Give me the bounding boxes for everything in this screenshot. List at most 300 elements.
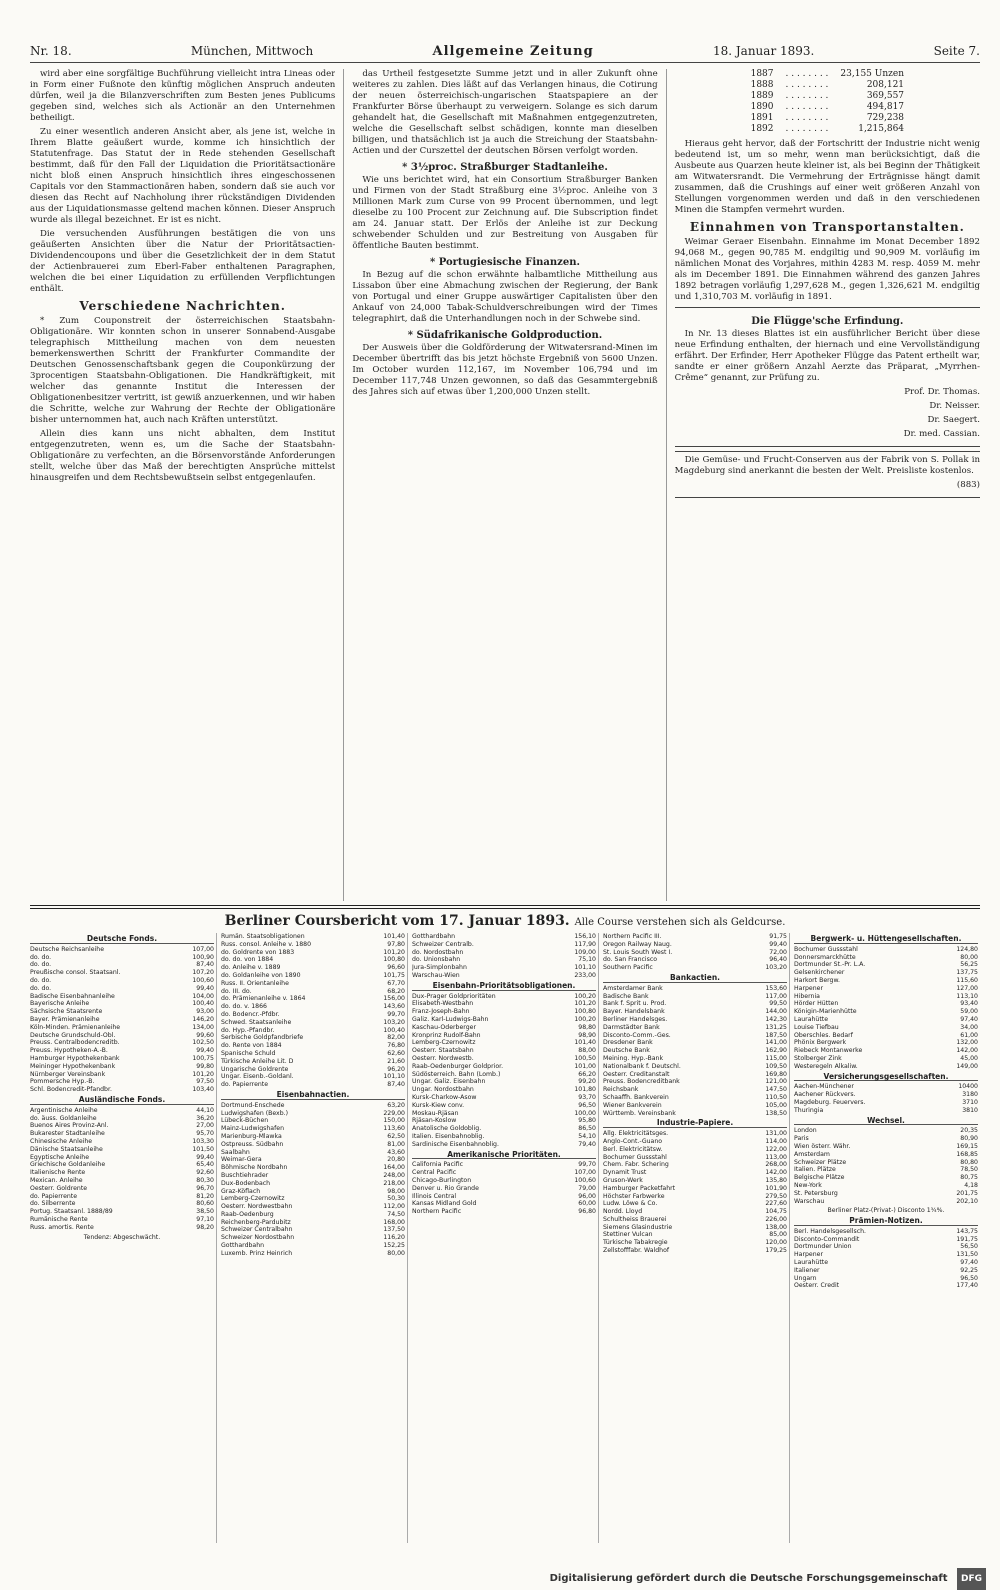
security-name: Schwed. Staatsanleihe: [221, 1018, 292, 1026]
issue-number: Nr. 18.: [30, 44, 72, 58]
bourse-column-1: [30, 933, 217, 1543]
security-name: Laurahütte: [794, 1259, 828, 1267]
quote-row: [30, 1169, 214, 1177]
quote-value: 99,40: [196, 1153, 214, 1161]
security-name: do. Hyp.-Pfandbr.: [221, 1026, 275, 1034]
security-name: Kursk-Charkow-Asow: [412, 1093, 477, 1101]
quote-value: 44,10: [196, 1106, 214, 1114]
quote-row: [794, 1127, 978, 1135]
quote-value: 112,00: [383, 1203, 405, 1211]
gold-production-table: [745, 69, 910, 135]
quote-value: 103,20: [383, 1018, 405, 1026]
security-name: Schweizer Centralb.: [412, 940, 474, 948]
column-2: [343, 69, 657, 901]
quote-row: [412, 1047, 596, 1055]
quote-value: 82,00: [387, 1034, 405, 1042]
quote-row: [794, 1267, 978, 1275]
security-name: Oesterr. Nordwestbahn: [221, 1203, 293, 1211]
security-name: Kronprinz Rudolf-Bahn: [412, 1031, 481, 1039]
security-name: Rjäsan-Koslow: [412, 1117, 457, 1125]
quote-row: [221, 1156, 405, 1164]
table-heading: Bergwerk- u. Hüttengesellschaften.: [794, 935, 978, 944]
security-name: Warschau: [794, 1197, 825, 1205]
quote-row: [221, 949, 405, 957]
security-name: Italienische Rente: [30, 1169, 86, 1177]
security-name: Ludw. Löwe & Co.: [603, 1200, 658, 1208]
quote-row: [603, 1154, 787, 1162]
quote-row: [794, 1282, 978, 1290]
quote-row: [221, 1125, 405, 1133]
quote-row: [30, 1107, 214, 1115]
newspaper-title: Allgemeine Zeitung: [432, 44, 594, 59]
security-name: Lübeck-Büchen: [221, 1117, 269, 1125]
security-name: Bochumer Gussstahl: [603, 1153, 667, 1161]
quote-row: [221, 988, 405, 996]
bourse-column-2: [221, 933, 408, 1543]
bourse-table: [30, 933, 980, 1543]
quote-row: [412, 1016, 596, 1024]
quote-row: [603, 1086, 787, 1094]
quote-value: 97,10: [196, 1215, 214, 1223]
quote-row: [603, 1016, 787, 1024]
quote-value: 80,30: [196, 1176, 214, 1184]
quote-row: [794, 1055, 978, 1063]
security-name: Marienburg-Mlawka: [221, 1132, 282, 1140]
security-name: Anatolische Goldoblig.: [412, 1125, 482, 1133]
security-name: Chem. Fabr. Schering: [603, 1161, 669, 1169]
quote-row: [412, 1200, 596, 1208]
quote-value: 100,40: [383, 1026, 405, 1034]
quote-value: 54,10: [578, 1132, 596, 1140]
security-name: Deutsche Bank: [603, 1047, 650, 1055]
quote-row: [412, 1169, 596, 1177]
quote-value: 201,75: [956, 1189, 978, 1197]
quote-value: 99,60: [196, 1031, 214, 1039]
security-name: Oesterr. Goldrente: [30, 1184, 88, 1192]
page-number: Seite 7.: [933, 44, 980, 58]
security-name: do. Bodencr.-Pfdbr.: [221, 1010, 280, 1018]
quote-row: [794, 1159, 978, 1167]
security-name: Saalbahn: [221, 1148, 250, 1156]
quote-value: 3810: [962, 1106, 978, 1114]
quote-value: 79,40: [578, 1140, 596, 1148]
security-name: Deutsche Reichsanleihe: [30, 945, 105, 953]
quote-value: 124,80: [956, 945, 978, 953]
quote-value: 74,50: [387, 1210, 405, 1218]
security-name: Riebeck Montanwerke: [794, 1047, 863, 1055]
place-day: München, Mittwoch: [190, 44, 314, 58]
security-name: Moskau-Rjäsan: [412, 1109, 459, 1117]
security-name: Bank f. Sprit u. Prod.: [603, 1000, 667, 1008]
quote-row: [603, 964, 787, 972]
quote-row: [603, 1130, 787, 1138]
table-row: [745, 124, 910, 135]
quote-list: [221, 1102, 405, 1258]
quote-value: 99,40: [196, 1047, 214, 1055]
value-cell: 369,557: [866, 91, 905, 101]
bourse-name: Berliner Coursbericht: [224, 913, 398, 929]
security-name: Elisabeth-Westbahn: [412, 1000, 474, 1008]
security-name: Schweizer Centralbahn: [221, 1226, 293, 1234]
quote-row: [221, 995, 405, 1003]
quote-value: 152,25: [383, 1242, 405, 1250]
security-name: Dresdener Bank: [603, 1039, 653, 1047]
quote-value: 81,20: [196, 1192, 214, 1200]
year-cell: 1889: [750, 91, 774, 101]
section-heading: Verschiedene Nachrichten.: [79, 299, 286, 313]
quote-value: 62,50: [387, 1132, 405, 1140]
quote-value: 120,00: [765, 1239, 787, 1247]
leader-dots: . . . . . . . .: [785, 80, 829, 90]
quote-row: [221, 1234, 405, 1242]
bourse-title: [30, 913, 980, 929]
quote-row: [412, 1161, 596, 1169]
quote-row: [603, 1208, 787, 1216]
quote-row: [412, 1063, 596, 1071]
quote-row: [412, 1008, 596, 1016]
quote-value: 102,50: [192, 1039, 214, 1047]
quote-row: [412, 1208, 596, 1216]
security-name: Louise Tiefbau: [794, 1023, 839, 1031]
quote-row: [603, 1200, 787, 1208]
paragraph: Weimar Geraer Eisenbahn. Einnahme im Monat December 1892 94,068 M., gegen 90,785 M. endgiltig und 90,909 M. vorläufig im nämlichen Monat des Vorjahres, mithin 4283 M. resp. 4059 M. mehr als im December 1891. Die Einnahmen während des ganzen Jahres 1892 betragen vorläufig 1,297,628 M., gegen 1,326,621 M. endgiltig und 1,310,703 M. vorläufig in 1891.: [674, 237, 980, 302]
table-row: [745, 91, 910, 102]
quote-value: 98,00: [387, 1187, 405, 1195]
quote-value: 227,60: [765, 1200, 787, 1208]
security-name: Reichenberg-Pardubitz: [221, 1218, 291, 1226]
quote-value: 103,30: [192, 1137, 214, 1145]
quote-value: 87,40: [196, 961, 214, 969]
security-name: Harkort Bergw.: [794, 976, 840, 984]
quote-list: [603, 933, 787, 972]
quote-value: 59,00: [960, 1008, 978, 1016]
quote-row: [794, 1000, 978, 1008]
table-heading: Versicherungsgesellschaften.: [794, 1073, 978, 1082]
quote-row: [412, 1141, 596, 1149]
quote-value: 20,35: [960, 1127, 978, 1135]
security-name: Raab-Oedenburg: [221, 1210, 274, 1218]
security-name: Disconto-Comm.-Ges.: [603, 1031, 671, 1039]
quote-value: 101,10: [574, 964, 596, 972]
quote-row: [794, 1275, 978, 1283]
table-heading: Amerikanische Prioritäten.: [412, 1151, 596, 1160]
quote-row: [412, 941, 596, 949]
quote-row: [603, 1032, 787, 1040]
quote-value: 100,00: [574, 1109, 596, 1117]
security-name: Oesterr. Nordwestb.: [412, 1054, 474, 1062]
quote-value: 96,20: [387, 1065, 405, 1073]
security-name: Oregon Railway Naug.: [603, 940, 672, 948]
quote-value: 67,70: [387, 979, 405, 987]
security-name: Hörder Hütten: [794, 1000, 839, 1008]
quote-row: [221, 1019, 405, 1027]
quote-value: 226,00: [765, 1215, 787, 1223]
quote-row: [30, 1224, 214, 1232]
quote-row: [221, 1050, 405, 1058]
quote-value: 132,00: [956, 1039, 978, 1047]
quote-row: [412, 1000, 596, 1008]
security-name: Hibernia: [794, 992, 820, 1000]
quote-row: [794, 1259, 978, 1267]
quote-row: [30, 1024, 214, 1032]
quote-value: 115,60: [956, 976, 978, 984]
security-name: do. Goldrente von 1883: [221, 948, 295, 956]
table-row: [745, 113, 910, 124]
security-name: St. Petersburg: [794, 1189, 838, 1197]
subheading: * Südafrikanische Goldproduction.: [407, 330, 603, 341]
quote-row: [221, 941, 405, 949]
quote-row: [221, 1242, 405, 1250]
quote-list: [30, 946, 214, 1094]
security-name: Paris: [794, 1135, 809, 1143]
quote-row: [30, 1055, 214, 1063]
security-name: Weimar-Gera: [221, 1156, 262, 1164]
security-name: Galiz. Karl-Ludwigs-Bahn: [412, 1015, 489, 1023]
quote-value: 100,90: [192, 953, 214, 961]
quote-row: [603, 1193, 787, 1201]
quote-value: 60,00: [578, 1200, 596, 1208]
quote-row: [794, 1151, 978, 1159]
quote-row: [794, 1251, 978, 1259]
security-name: Argentinische Anleihe: [30, 1106, 98, 1114]
security-name: Chinesische Anleihe: [30, 1137, 93, 1145]
quote-value: 45,00: [960, 1054, 978, 1062]
security-name: Schweizer Plätze: [794, 1158, 847, 1166]
quote-row: [794, 961, 978, 969]
quote-row: [412, 1094, 596, 1102]
quote-row: [603, 1231, 787, 1239]
table-heading: Bankactien.: [603, 974, 787, 983]
quote-row: [412, 1078, 596, 1086]
security-name: Wiener Bankverein: [603, 1101, 662, 1109]
quote-row: [794, 1174, 978, 1182]
ad-number: (883): [956, 480, 980, 490]
article-columns: [30, 69, 980, 901]
security-name: Reichsbank: [603, 1086, 639, 1094]
quote-row: [221, 1027, 405, 1035]
security-name: Preuss. Centralbodencreditb.: [30, 1039, 120, 1047]
quote-row: [221, 964, 405, 972]
quote-value: 100,50: [574, 1054, 596, 1062]
ad-text: Die Gemüse- und Frucht-Conserven aus der Fabrik von S. Pollak in Magdeburg sind anerkannt die besten der Welt. Preisliste kostenlos.: [674, 455, 980, 476]
security-name: Illinois Central: [412, 1192, 457, 1200]
security-name: Buschtiehrader: [221, 1171, 269, 1179]
quote-value: 131,25: [765, 1023, 787, 1031]
quote-value: 146,20: [192, 1015, 214, 1023]
quote-list: [412, 993, 596, 1149]
quote-row: [794, 1190, 978, 1198]
quote-value: 187,50: [765, 1031, 787, 1039]
security-name: Südösterreich. Bahn (Lomb.): [412, 1070, 501, 1078]
quote-value: 92,25: [960, 1266, 978, 1274]
year-cell: 1890: [750, 102, 774, 112]
security-name: Bayerische Anleihe: [30, 1000, 90, 1008]
quote-row: [221, 1133, 405, 1141]
quote-row: [221, 1110, 405, 1118]
paragraph: Hieraus geht hervor, daß der Fortschritt der Industrie nicht wenig bedeutend ist, um so mehr, wenn man berücksichtigt, daß die Ausbeute aus Quarzen heute kleiner ist, als bei Beginn der Thätigkeit am Witwatersrandt. Die Vermehrung der Erträgnisse hängt damit zusammen, daß die Crushings auf einer weit größeren Anzahl von Stellungen vorgenommen werden und daß in den verschiedenen Minen die Stampfen vermehrt wurden.: [674, 139, 980, 215]
quote-value: 105,00: [765, 1101, 787, 1109]
quote-row: [221, 956, 405, 964]
quote-row: [30, 1216, 214, 1224]
quote-list: [794, 1083, 978, 1114]
quote-value: 21,60: [387, 1057, 405, 1065]
quote-value: 20,80: [387, 1156, 405, 1164]
quote-value: 138,50: [765, 1109, 787, 1117]
security-name: do. do.: [30, 961, 52, 969]
quote-value: 101,10: [383, 1073, 405, 1081]
table-heading: Ausländische Fonds.: [30, 1096, 214, 1105]
security-name: St. Louis South West I.: [603, 948, 673, 956]
security-name: Dortmund-Enschede: [221, 1101, 285, 1109]
quote-value: 3710: [962, 1098, 978, 1106]
quote-row: [603, 1169, 787, 1177]
security-name: Badische Bank: [603, 992, 649, 1000]
quote-value: 138,00: [765, 1223, 787, 1231]
security-name: Kursk-Kiew conv.: [412, 1101, 465, 1109]
security-name: Oesterr. Credit: [794, 1282, 840, 1290]
advertisement: [675, 307, 980, 447]
quote-value: 27,00: [196, 1122, 214, 1130]
quote-value: 101,40: [574, 1039, 596, 1047]
quote-value: 99,40: [769, 940, 787, 948]
quote-value: 268,00: [765, 1161, 787, 1169]
security-name: Sardinische Eisenbahnoblig.: [412, 1140, 499, 1148]
security-name: Denver u. Rio Grande: [412, 1184, 479, 1192]
quote-row: [794, 1047, 978, 1055]
quote-row: [603, 1094, 787, 1102]
security-name: Disconto-Commandit: [794, 1235, 860, 1243]
quote-row: [30, 1078, 214, 1086]
quote-row: [412, 956, 596, 964]
quote-row: [412, 933, 596, 941]
table-heading: Industrie-Papiere.: [603, 1119, 787, 1128]
quote-value: 143,75: [956, 1227, 978, 1235]
quote-row: [794, 1091, 978, 1099]
security-name: Magdeburg. Feuervers.: [794, 1098, 866, 1106]
security-name: Russ. amortis. Rente: [30, 1223, 94, 1231]
quote-value: 100,20: [574, 992, 596, 1000]
quote-row: [794, 977, 978, 985]
issue-date: 18. Januar 1893.: [712, 44, 815, 58]
security-name: Spanische Schuld: [221, 1049, 276, 1057]
quote-value: 100,60: [574, 1176, 596, 1184]
security-name: Köln-Minden. Prämienanleihe: [30, 1023, 121, 1031]
table-heading: Prämien-Notizen.: [794, 1217, 978, 1226]
security-name: do. Prämienanleihe v. 1864: [221, 995, 306, 1003]
quote-value: 164,00: [383, 1164, 405, 1172]
quote-value: 168,00: [383, 1218, 405, 1226]
quote-value: 107,20: [192, 969, 214, 977]
security-name: Bayer. Handelsbank: [603, 1008, 665, 1016]
quote-row: [221, 1149, 405, 1157]
quote-list: [794, 946, 978, 1071]
security-name: do. Silberrente: [30, 1200, 76, 1208]
year-cell: 1891: [750, 113, 774, 123]
value-cell: 23,155 Unzen: [840, 69, 905, 79]
quote-value: 93,00: [196, 1008, 214, 1016]
quote-row: [603, 1102, 787, 1110]
quote-value: 99,50: [769, 1000, 787, 1008]
quote-value: 169,15: [956, 1142, 978, 1150]
quote-row: [794, 1143, 978, 1151]
security-name: do. Papierrente: [30, 1192, 78, 1200]
quote-value: 100,80: [574, 1008, 596, 1016]
quote-value: 131,50: [956, 1251, 978, 1259]
quote-value: 117,00: [765, 992, 787, 1000]
security-name: Buenos Aires Provinz-Anl.: [30, 1122, 109, 1130]
security-name: Schweizer Nordostbahn: [221, 1234, 295, 1242]
security-name: do. III. do.: [221, 987, 252, 995]
security-name: Preuss. Hypotheken-A.-B.: [30, 1047, 108, 1055]
leader-dots: . . . . . . . .: [785, 69, 829, 79]
table-heading: Eisenbahn-Prioritätsobligationen.: [412, 982, 596, 991]
quote-value: 104,75: [765, 1208, 787, 1216]
quote-list: [412, 1161, 596, 1216]
quote-row: [221, 980, 405, 988]
quote-row: [221, 1164, 405, 1172]
discount-note: Berliner Platz-(Privat-) Disconto 1¾%.: [827, 1207, 945, 1215]
quote-row: [221, 1081, 405, 1089]
security-name: Schultheiss Brauerei: [603, 1215, 667, 1223]
security-name: Dortmunder Union: [794, 1243, 852, 1251]
quote-value: 98,90: [578, 1031, 596, 1039]
quote-row: [794, 1099, 978, 1107]
security-name: Italien. Plätze: [794, 1166, 836, 1174]
quote-value: 78,50: [960, 1166, 978, 1174]
quote-row: [30, 1154, 214, 1162]
security-name: Zellstofffabr. Waldhof: [603, 1247, 670, 1255]
quote-row: [412, 1055, 596, 1063]
quote-value: 81,00: [387, 1140, 405, 1148]
security-name: Griechische Goldanleihe: [30, 1161, 106, 1169]
security-name: Ungarische Goldrente: [221, 1065, 289, 1073]
security-name: Bochumer Gussstahl: [794, 945, 858, 953]
quote-row: [221, 1226, 405, 1234]
quote-row: [221, 1188, 405, 1196]
security-name: Nationalbank f. Deutschl.: [603, 1062, 681, 1070]
security-name: Berl. Handelsgesellsch.: [794, 1227, 867, 1235]
quote-value: 92,60: [196, 1169, 214, 1177]
leader-dots: . . . . . . . .: [785, 113, 829, 123]
quote-row: [30, 1122, 214, 1130]
security-name: do. do.: [30, 953, 52, 961]
security-name: Pommersche Hyp.-B.: [30, 1078, 95, 1086]
quote-value: 50,30: [387, 1195, 405, 1203]
security-name: do. San Francisco: [603, 956, 658, 964]
security-name: Raab-Oedenburger Goldprior.: [412, 1062, 504, 1070]
security-name: Lemberg-Czernowitz: [412, 1039, 476, 1047]
security-name: Hamburger Hypothekenbank: [30, 1054, 120, 1062]
quote-value: 85,00: [769, 1231, 787, 1239]
quote-row: [603, 993, 787, 1001]
year-cell: 1887: [750, 69, 774, 79]
quote-value: 131,00: [765, 1130, 787, 1138]
quote-list: [603, 985, 787, 1118]
security-name: Amsterdam: [794, 1150, 830, 1158]
ad-title: Die Flügge'sche Erfindung.: [751, 316, 904, 327]
quote-row: [221, 1066, 405, 1074]
security-name: Belgische Plätze: [794, 1174, 845, 1182]
quote-row: [794, 1032, 978, 1040]
quote-row: [412, 1110, 596, 1118]
quote-row: [603, 933, 787, 941]
quote-row: [30, 1161, 214, 1169]
page-header: [30, 44, 980, 63]
quote-value: 38,50: [196, 1208, 214, 1216]
quote-row: [221, 1034, 405, 1042]
quote-row: [603, 1024, 787, 1032]
quote-value: 80,00: [387, 1249, 405, 1257]
